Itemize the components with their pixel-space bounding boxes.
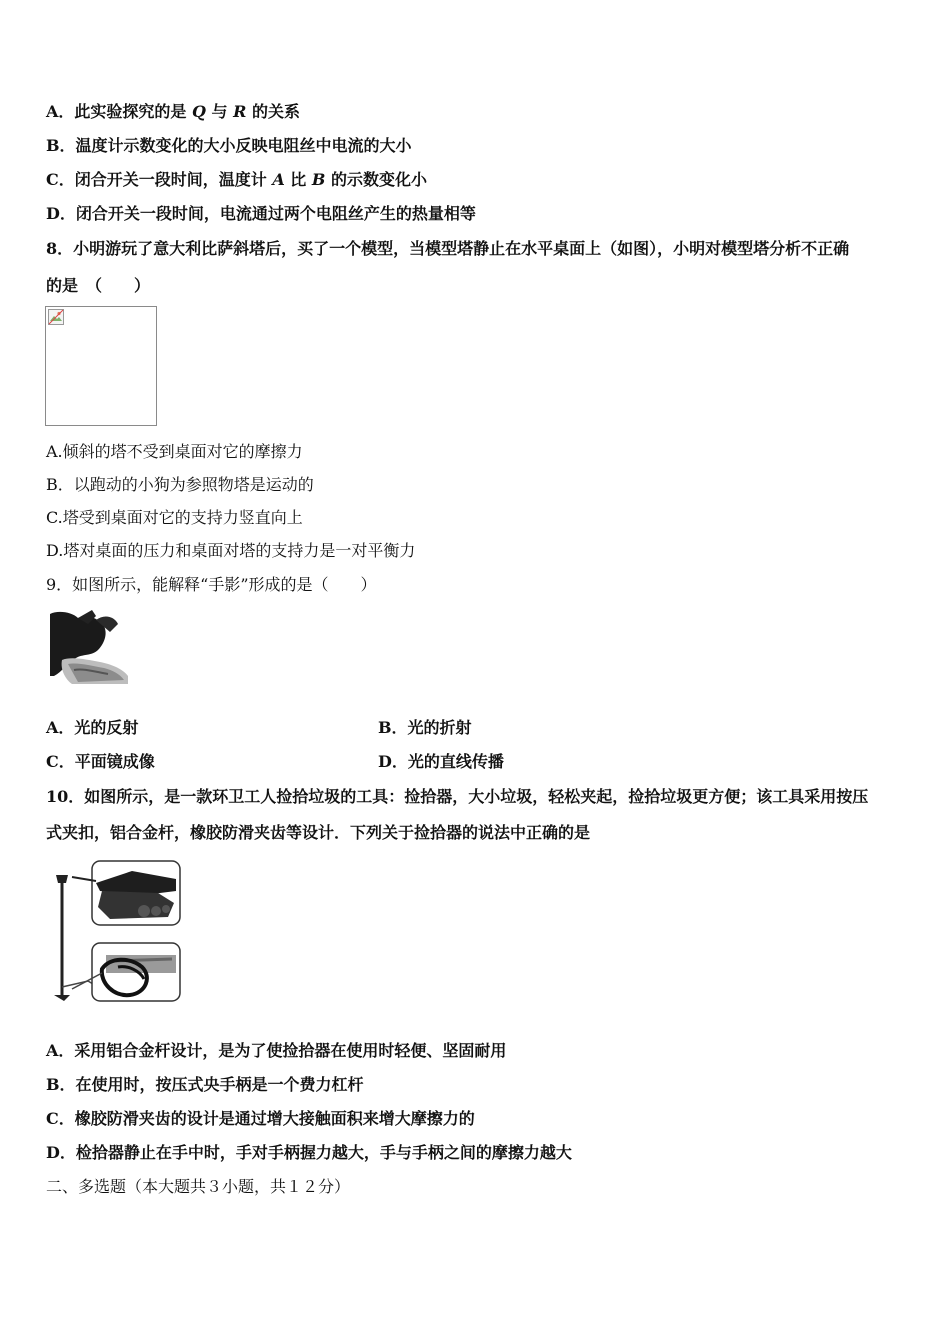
broken-image-icon — [48, 309, 64, 325]
q7-option-a-var-r: R — [233, 102, 247, 121]
q8-stem-line2: 的是 （ ） — [46, 276, 151, 295]
q10-stem-line1: 10．如图所示，是一款环卫工人捡拾垃圾的工具：捡拾器，大小垃圾，轻松夹起，捡拾垃圾更方便；该工具采用按压 — [46, 787, 869, 806]
q8-option-b: B．以跑动的小狗为参照物塔是运动的 — [46, 475, 314, 494]
q9-option-d: D．光的直线传播 — [378, 752, 504, 771]
q10-grabber-tool-image — [48, 857, 184, 1005]
q7-option-a-var-q: Q — [192, 102, 206, 121]
q8-option-c: C.塔受到桌面对它的支持力竖直向上 — [46, 508, 303, 527]
q7-option-c-var-a: A — [272, 170, 285, 189]
q8-figure-broken-image — [45, 306, 157, 426]
q10-option-b: B．在使用时，按压式央手柄是一个费力杠杆 — [46, 1075, 364, 1094]
q10-option-a: A．采用铝合金杆设计，是为了使捡拾器在使用时轻便、坚固耐用 — [46, 1041, 507, 1060]
q7-option-c: C．闭合开关一段时间，温度计 A 比 B 的示数变化小 — [46, 170, 427, 189]
q10-option-c: C．橡胶防滑夹齿的设计是通过增大接触面积来增大摩擦力的 — [46, 1109, 475, 1128]
q10-option-d: D．检拾器静止在手中时，手对手柄握力越大，手与手柄之间的摩擦力越大 — [46, 1143, 572, 1162]
q9-option-b: B．光的折射 — [378, 718, 472, 737]
q9-stem: 9．如图所示，能解释“手影”形成的是（ ） — [46, 575, 377, 594]
q9-option-c: C．平面镜成像 — [46, 752, 155, 771]
q8-stem-line1: 8．小明游玩了意大利比萨斜塔后，买了一个模型，当模型塔静止在水平桌面上（如图），小明对模型塔分析不正确 — [46, 239, 850, 258]
q9-hand-shadow-image — [48, 610, 130, 684]
q7-option-c-var-b: B — [311, 170, 326, 189]
section-2-heading: 二、多选题（本大题共３小题，共１２分） — [46, 1177, 351, 1196]
q10-stem-line2: 式夹扣，铝合金杆，橡胶防滑夹齿等设计．下列关于捡拾器的说法中正确的是 — [46, 823, 591, 842]
q7-option-d: D．闭合开关一段时间，电流通过两个电阻丝产生的热量相等 — [46, 204, 476, 223]
q8-option-a: A.倾斜的塔不受到桌面对它的摩擦力 — [46, 442, 303, 461]
q8-option-d: D.塔对桌面的压力和桌面对塔的支持力是一对平衡力 — [46, 541, 416, 560]
q9-option-a: A．光的反射 — [46, 718, 139, 737]
q7-option-b: B．温度计示数变化的大小反映电阻丝中电流的大小 — [46, 136, 412, 155]
q7-option-a: A．此实验探究的是 Q 与 R 的关系 — [46, 102, 300, 121]
